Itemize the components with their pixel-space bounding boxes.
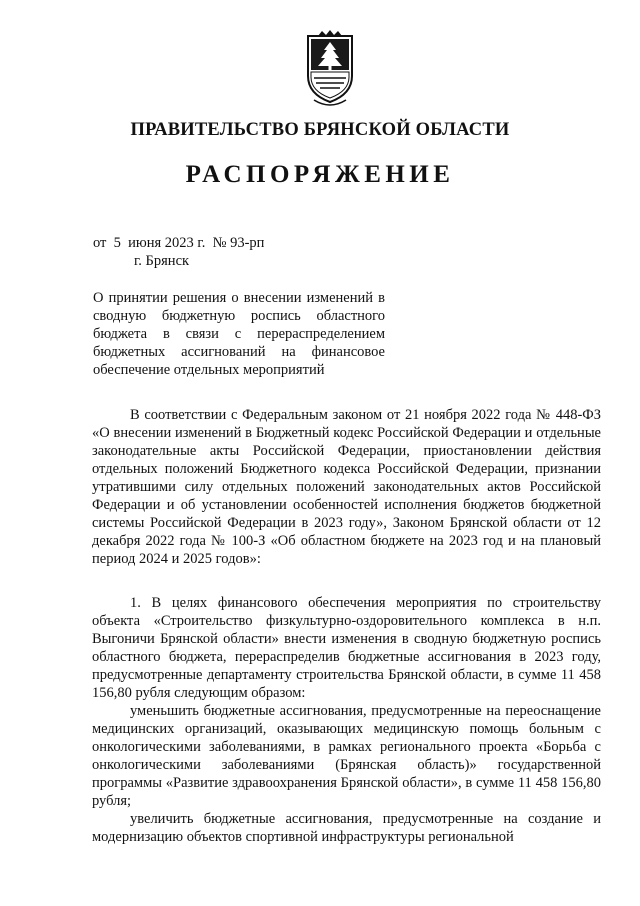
item-1-increase-paragraph: увеличить бюджетные ассигнования, предусмотренные на создание и модернизацию объектов спортивной инфраструктуры региональной [92,811,601,845]
coat-of-arms-icon [300,30,360,110]
preamble-paragraph: В соответствии с Федеральным законом от 21 ноября 2022 года № 448-ФЗ «О внесении изменений в Бюджетный кодекс Российской Федерации и отдельные законодательные акты Российской Федерации, приостановлении действия отдельных положений Бюджетного кодекса Российской Федерации, признании утратившими силу отдельных положений законодательных актов Российской Федерации и об установлении особенностей исполнения бюджетов бюджетной системы Российской Федерации в 2023 году», Законом Брянской области от 12 декабря 2022 года № 100-З «Об областном бюджете на 2023 год и на плановый период 2024 и 2025 годов»: [92,407,601,567]
item-1-reduce-paragraph: уменьшить бюджетные ассигнования, предусмотренные на переоснащение медицинских организаций, оказывающих медицинскую помощь больным с онкологическими заболеваниями, в рамках регионального проекта «Борьба с онкологическими заболеваниями (Брянская область)» государственной программы «Развитие здравоохранения Брянской области», в сумме 11 458 156,80 рубля; [92,703,601,809]
document-date-number: от 5 июня 2023 г. № 93-рп [93,235,265,251]
document-place: г. Брянск [134,253,190,269]
organization-title: ПРАВИТЕЛЬСТВО БРЯНСКОЙ ОБЛАСТИ [130,120,510,140]
document-subject: О принятии решения о внесении изменений в сводную бюджетную роспись областного бюджета в связи с перераспределением бюджетных ассигнований на финансовое обеспечение отдельных мероприятий [93,290,385,378]
document-type-title: РАСПОРЯЖЕНИЕ [185,161,455,188]
item-1-section [92,594,601,846]
preamble-section [92,406,601,568]
item-1-paragraph: 1. В целях финансового обеспечения мероприятия по строительству объекта «Строительство физкультурно-оздоровительного комплекса в н.п. Выгоничи Брянской области» внести изменения в сводную бюджетную роспись областного бюджета, перераспределив бюджетные ассигнования в 2023 году, предусмотренные департаменту строительства Брянской области, в сумме 11 458 156,80 рубля следующим образом: [92,595,601,701]
